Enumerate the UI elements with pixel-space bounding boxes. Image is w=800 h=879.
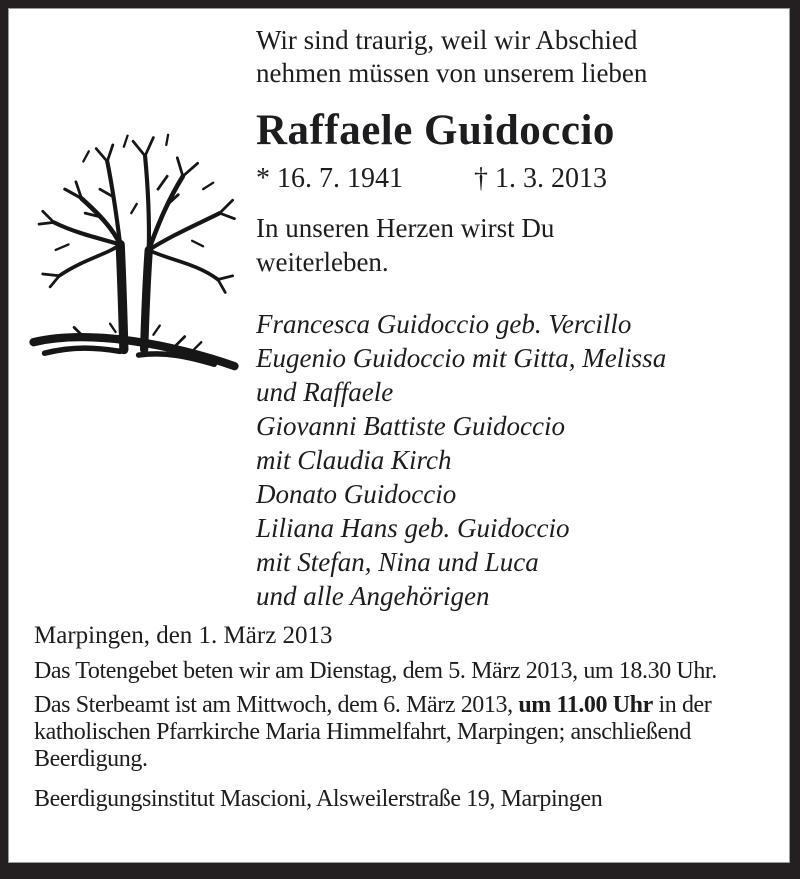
deceased-name: Raffaele Guidoccio — [256, 107, 615, 154]
mourner-line: und alle Angehörigen — [256, 581, 490, 611]
tree-column — [8, 94, 256, 613]
totengebet-announcement: Das Totengebet beten wir am Dienstag, dem 5. März 2013, um 18.30 Uhr. — [34, 658, 717, 684]
epitaph — [256, 211, 774, 279]
mourner-line: Giovanni Battiste Guidoccio — [256, 411, 565, 441]
bare-tree-icon — [28, 98, 240, 378]
life-dates — [256, 163, 774, 195]
bottom-section — [34, 621, 764, 813]
sterbeamt-time-bold: um 11.00 Uhr — [518, 692, 653, 718]
epitaph-line-1: In unseren Herzen wirst Du — [256, 213, 555, 243]
mourner-line: Donato Guidoccio — [256, 479, 457, 509]
death-date: † 1. 3. 2013 — [474, 163, 607, 194]
sterbeamt-prefix: Das Sterbeamt ist am Mittwoch, dem 6. März 2013, — [34, 692, 519, 718]
mourner-line: mit Stefan, Nina und Luca — [256, 547, 539, 577]
mourner-line: und Raffaele — [256, 377, 394, 407]
mourner-line: Liliana Hans geb. Guidoccio — [256, 513, 570, 543]
funeral-home-line: Beerdigungsinstitut Mascioni, Alsweilerstraße 19, Marpingen — [34, 786, 603, 812]
mourners-list — [256, 307, 774, 613]
mourner-line: mit Claudia Kirch — [256, 445, 452, 475]
mourner-line: Francesca Guidoccio geb. Vercillo — [256, 309, 632, 339]
intro-line-2: nehmen müssen von unserem lieben — [256, 58, 648, 88]
sterbeamt-announcement — [34, 692, 764, 773]
sterbeamt-suffix: in der katholischen Pfarrkirche Maria Himmelfahrt, Marpingen; anschließend Beerdigung. — [34, 692, 712, 772]
main-row — [8, 94, 790, 613]
mourner-line: Eugenio Guidoccio mit Gitta, Melissa — [256, 343, 667, 373]
intro-line-1: Wir sind traurig, weil wir Abschied — [256, 25, 638, 55]
epitaph-line-2: weiterleben. — [256, 247, 389, 277]
birth-date: * 16. 7. 1941 — [256, 163, 403, 194]
main-column — [256, 94, 790, 613]
intro-text — [256, 24, 770, 90]
place-dateline: Marpingen, den 1. März 2013 — [34, 622, 333, 649]
